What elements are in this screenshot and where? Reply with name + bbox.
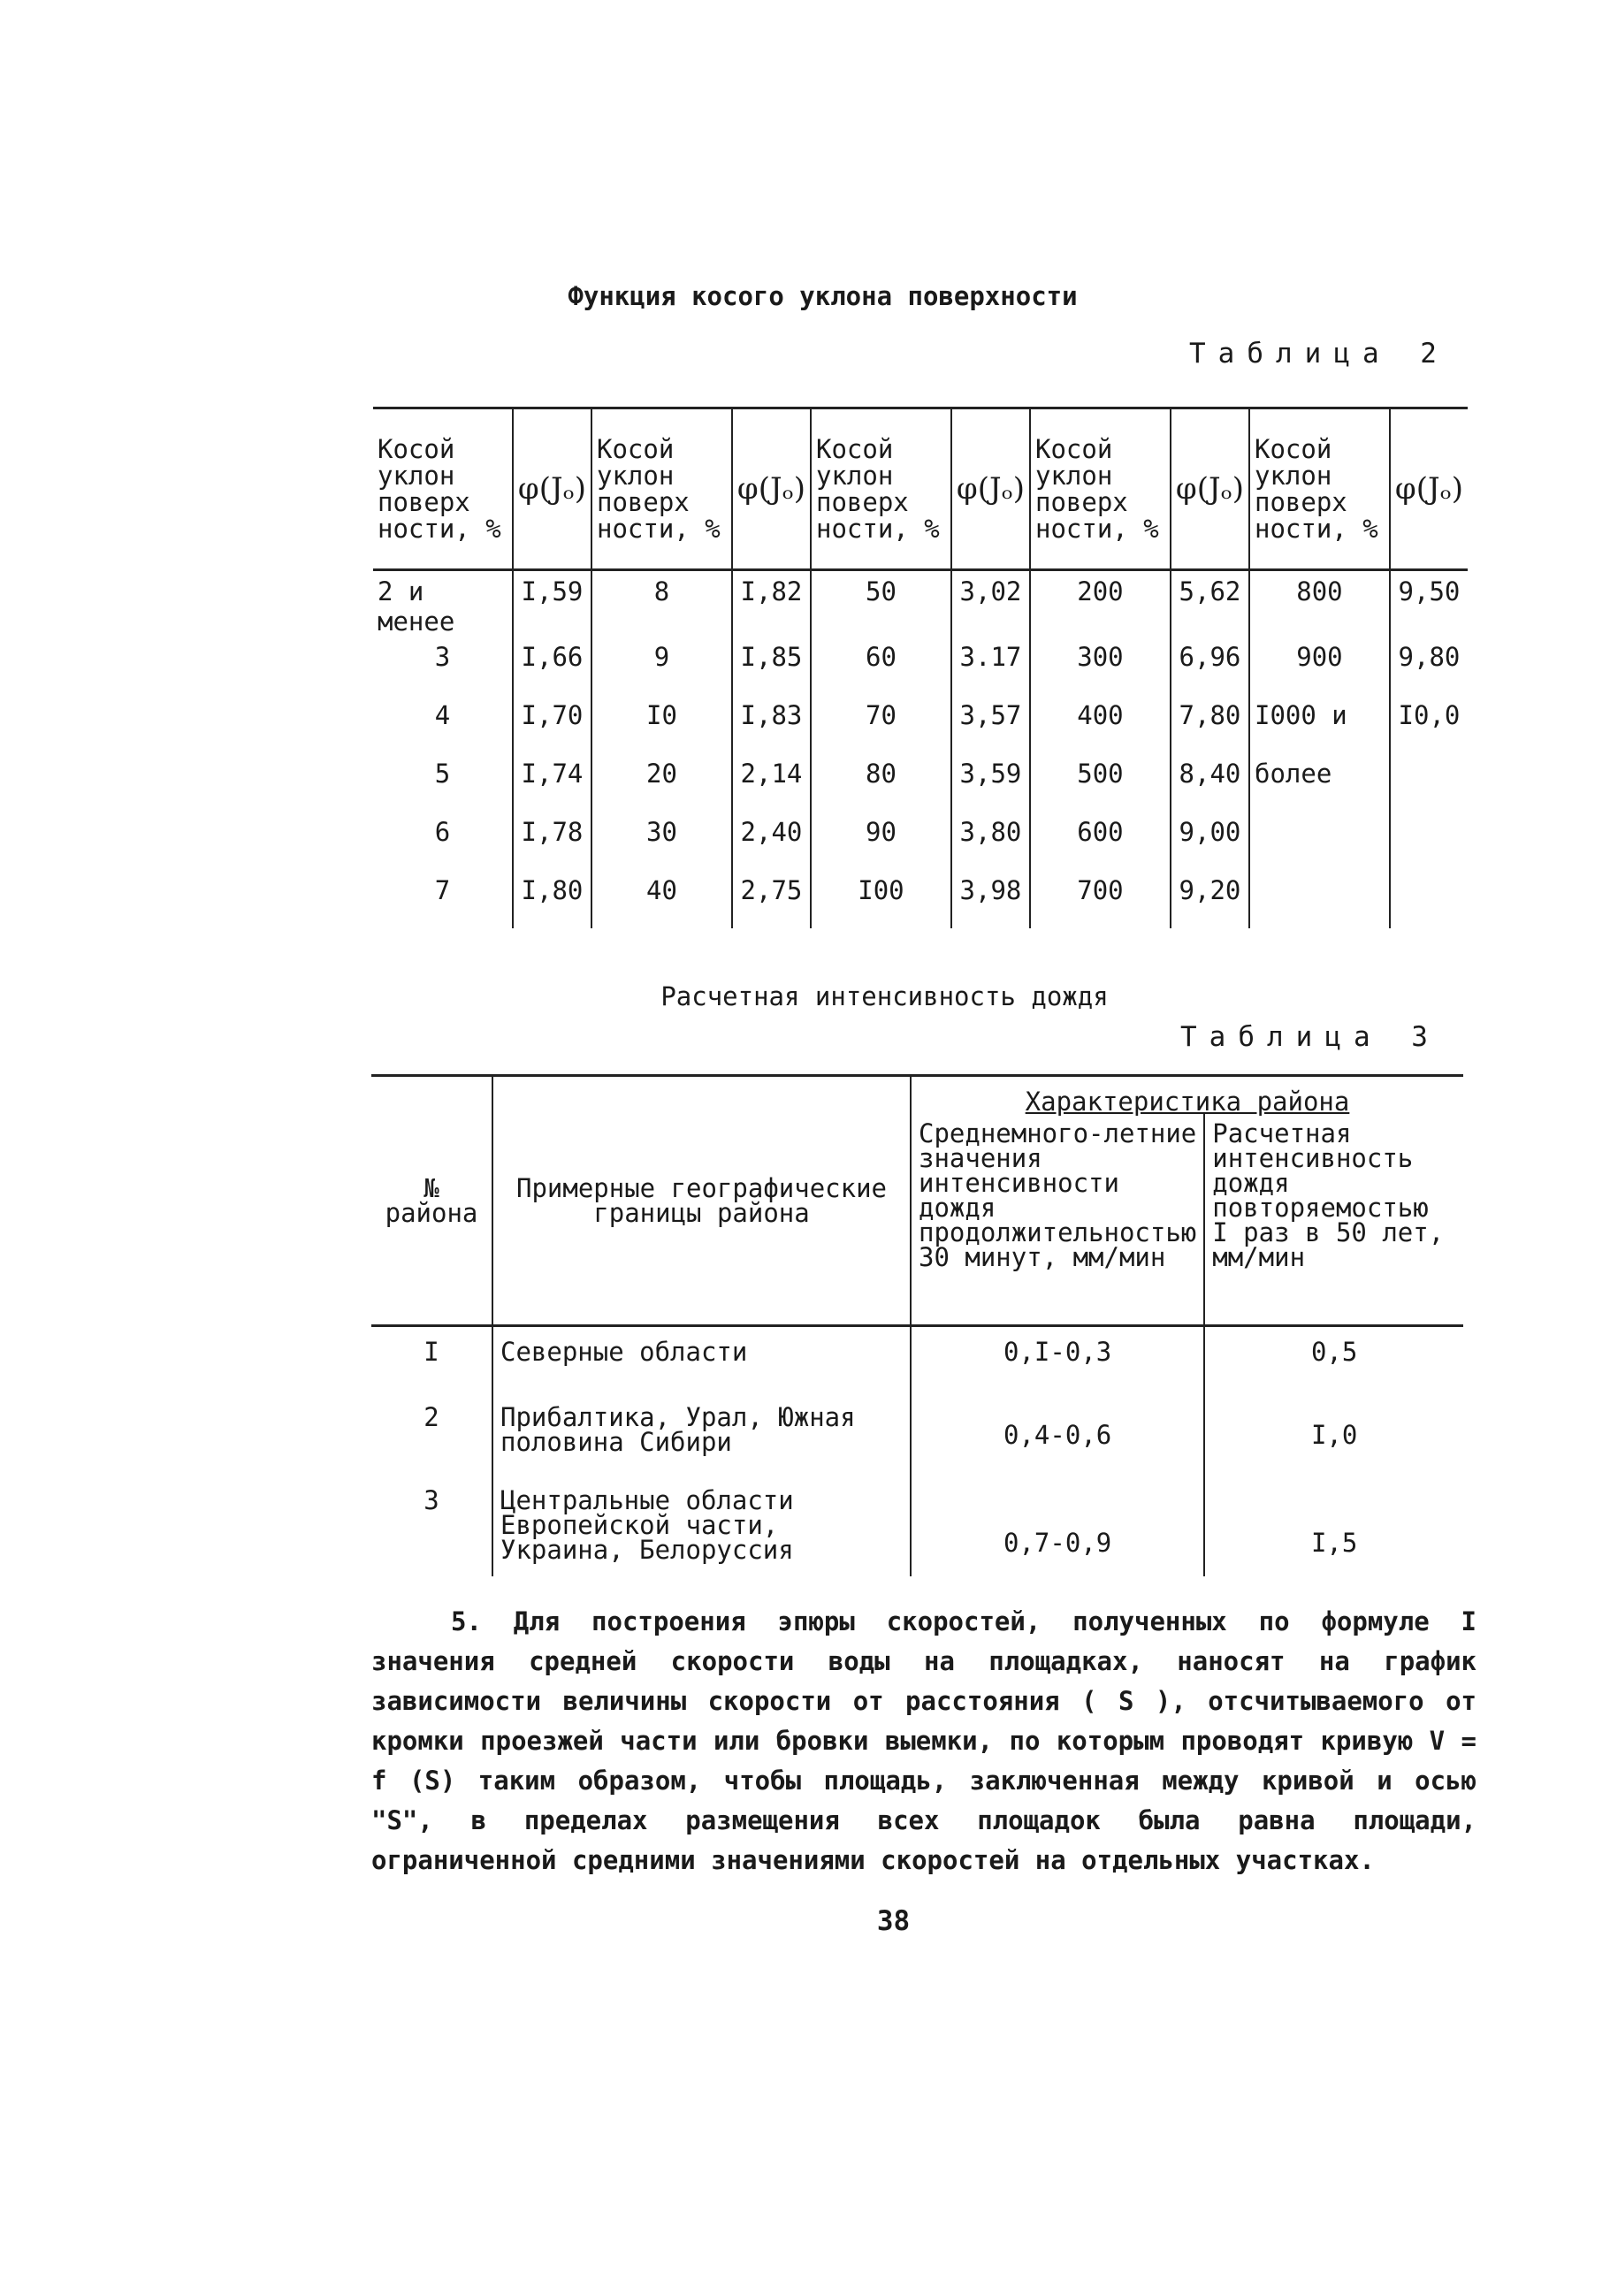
table-cell: 60 xyxy=(811,637,951,695)
table-cell: Северные области xyxy=(492,1326,911,1393)
header-phi: φ(Jₒ) xyxy=(732,408,811,570)
table-cell: 8,40 xyxy=(1171,753,1249,812)
table-cell: 3,59 xyxy=(951,753,1030,812)
header-slope: Косой уклон поверх ности, % xyxy=(1030,408,1171,570)
header-slope: Косой уклон поверх ности, % xyxy=(591,408,732,570)
table-cell: 4 xyxy=(373,695,513,753)
header-region-characteristic: Характеристика района xyxy=(911,1076,1463,1115)
table-cell: 3,98 xyxy=(951,870,1030,928)
table3-title: Расчетная интенсивность дождя xyxy=(660,981,1109,1011)
table-header-row xyxy=(371,1076,1463,1115)
table-header-row xyxy=(373,408,1468,570)
table-cell: 20 xyxy=(591,753,732,812)
table-row xyxy=(371,1392,1463,1476)
table-cell: 7 xyxy=(373,870,513,928)
table-cell: 9,50 xyxy=(1390,570,1468,637)
table-row xyxy=(373,870,1468,928)
table-cell xyxy=(1390,753,1468,812)
table-cell: I,0 xyxy=(1204,1392,1463,1476)
slope-function-table xyxy=(373,407,1468,928)
table-cell: I000 и xyxy=(1249,695,1390,753)
header-calculated-intensity: Расчетная интенсивность дождя повторяемостью I раз в 50 лет, мм/мин xyxy=(1204,1114,1463,1326)
table-cell: 2 xyxy=(371,1392,492,1476)
table-cell: 2,75 xyxy=(732,870,811,928)
table2-title: Функция косого уклона поверхности xyxy=(568,281,1078,311)
table-cell: 3.17 xyxy=(951,637,1030,695)
table-row xyxy=(371,1326,1463,1393)
header-phi: φ(Jₒ) xyxy=(513,408,591,570)
table-cell: 0,7-0,9 xyxy=(911,1476,1204,1576)
table-cell: I,59 xyxy=(513,570,591,637)
table-cell: 70 xyxy=(811,695,951,753)
table-cell: 40 xyxy=(591,870,732,928)
table-cell: 9,80 xyxy=(1390,637,1468,695)
table-cell: I xyxy=(371,1326,492,1393)
table-cell: I00 xyxy=(811,870,951,928)
table3-label: Таблица 3 xyxy=(1180,1021,1440,1053)
header-phi: φ(Jₒ) xyxy=(1390,408,1468,570)
table-cell: более xyxy=(1249,753,1390,812)
table-cell: Центральные области Европейской части, Украина, Белоруссия xyxy=(492,1476,911,1576)
table-cell: 0,5 xyxy=(1204,1326,1463,1393)
table-cell: 500 xyxy=(1030,753,1171,812)
table-cell: I,66 xyxy=(513,637,591,695)
table-cell: 80 xyxy=(811,753,951,812)
table-row xyxy=(371,1476,1463,1576)
table-cell: 3 xyxy=(373,637,513,695)
table-cell xyxy=(1249,812,1390,870)
table-cell: 6 xyxy=(373,812,513,870)
header-average-intensity: Среднемного-летние значения интенсивности дождя продолжительностью 30 минут, мм/мин xyxy=(911,1114,1204,1326)
table-cell: I,70 xyxy=(513,695,591,753)
table-cell: 2 и менее xyxy=(373,570,513,637)
table-cell: I,82 xyxy=(732,570,811,637)
table-cell: 2,14 xyxy=(732,753,811,812)
table-cell: 9,20 xyxy=(1171,870,1249,928)
table2-label: Таблица 2 xyxy=(1189,338,1449,370)
table-cell: 3,57 xyxy=(951,695,1030,753)
header-slope: Косой уклон поверх ности, % xyxy=(811,408,951,570)
table-cell: 5 xyxy=(373,753,513,812)
table-cell: I0 xyxy=(591,695,732,753)
table-cell: 7,80 xyxy=(1171,695,1249,753)
table-cell: I,78 xyxy=(513,812,591,870)
table-cell: Прибалтика, Урал, Южная половина Сибири xyxy=(492,1392,911,1476)
header-geographic-bounds: Примерные географические границы района xyxy=(492,1076,911,1326)
table-cell xyxy=(1249,870,1390,928)
table-cell: I0,0 xyxy=(1390,695,1468,753)
rain-intensity-table xyxy=(371,1074,1463,1576)
header-phi: φ(Jₒ) xyxy=(951,408,1030,570)
table-cell: 90 xyxy=(811,812,951,870)
table-cell xyxy=(1390,870,1468,928)
table-cell: 800 xyxy=(1249,570,1390,637)
table-cell: 9 xyxy=(591,637,732,695)
table-row xyxy=(373,812,1468,870)
header-phi: φ(Jₒ) xyxy=(1171,408,1249,570)
table-cell: 6,96 xyxy=(1171,637,1249,695)
table-row xyxy=(373,753,1468,812)
table-cell: I,85 xyxy=(732,637,811,695)
page-number: 38 xyxy=(876,1905,911,1937)
table-cell: I,80 xyxy=(513,870,591,928)
table-cell: 300 xyxy=(1030,637,1171,695)
body-paragraph: 5. Для построения эпюры скоростей, полученных по формуле I значения средней скорости воды на площадках, наносят на график зависимости величины скорости от расстояния ( S ), отсчитываемого от кромки проезжей части или бровки выемки, по которым проводят кривую V = f (S) таким образом, чтобы площадь, заключенная между кривой и осью "S", в пределах размещения всех площадок была равна площади, ограниченной средними значениями скоростей на отдельных участках. xyxy=(371,1606,1476,1875)
table-cell: 3,02 xyxy=(951,570,1030,637)
header-slope: Косой уклон поверх ности, % xyxy=(1249,408,1390,570)
table-cell: 400 xyxy=(1030,695,1171,753)
table-cell: 50 xyxy=(811,570,951,637)
table-cell: 600 xyxy=(1030,812,1171,870)
table-cell: I,5 xyxy=(1204,1476,1463,1576)
table-cell: 900 xyxy=(1249,637,1390,695)
table-cell: 200 xyxy=(1030,570,1171,637)
table-cell: 8 xyxy=(591,570,732,637)
table-cell: 3,80 xyxy=(951,812,1030,870)
table-cell: 700 xyxy=(1030,870,1171,928)
table-cell: 3 xyxy=(371,1476,492,1576)
table-cell: I,74 xyxy=(513,753,591,812)
table-cell xyxy=(1390,812,1468,870)
table-row xyxy=(373,695,1468,753)
table-cell: I,83 xyxy=(732,695,811,753)
header-slope: Косой уклон поверх ности, % xyxy=(373,408,513,570)
table-cell: 2,40 xyxy=(732,812,811,870)
table-row xyxy=(373,637,1468,695)
table-cell: 30 xyxy=(591,812,732,870)
table-cell: 5,62 xyxy=(1171,570,1249,637)
table-cell: 9,00 xyxy=(1171,812,1249,870)
table-cell: 0,4-0,6 xyxy=(911,1392,1204,1476)
header-region-number: № района xyxy=(371,1076,492,1326)
table-cell: 0,I-0,3 xyxy=(911,1326,1204,1393)
table-row xyxy=(373,570,1468,637)
